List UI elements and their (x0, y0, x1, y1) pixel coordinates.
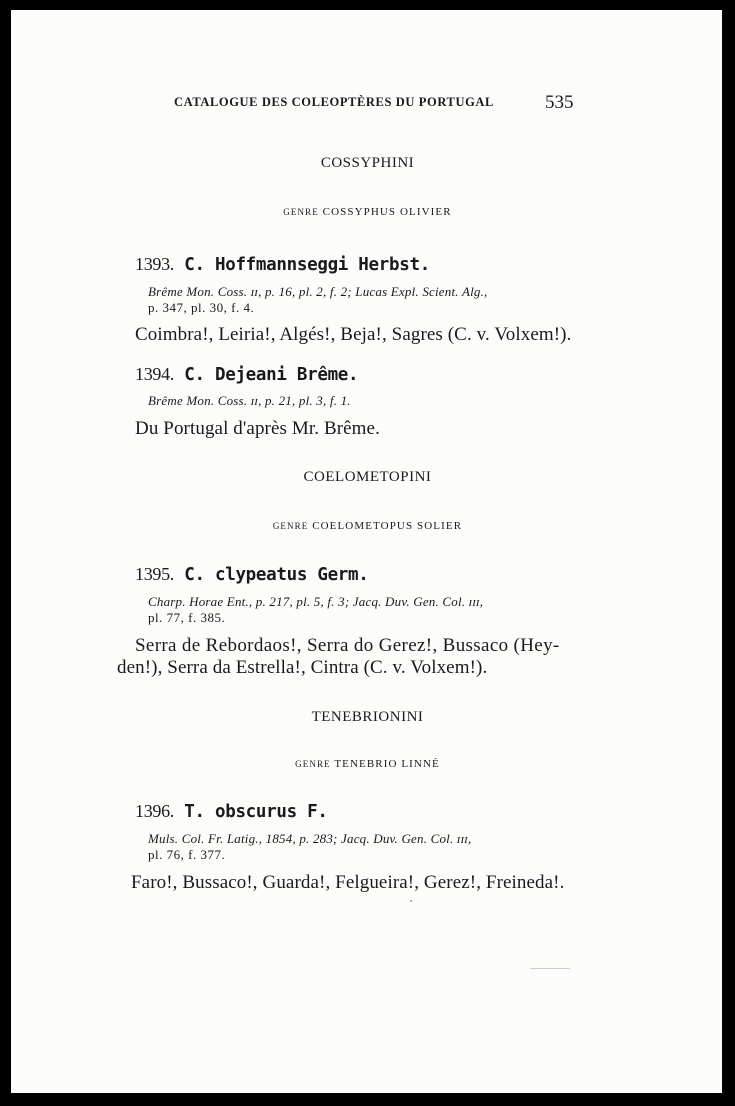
entry-reference-line: Brême Mon. Coss. ɪɪ, p. 21, pl. 3, f. 1. (148, 393, 351, 408)
scan-speck (410, 900, 412, 902)
entry-number: 1395. (135, 564, 175, 584)
entry-reference-line: p. 347, pl. 30, f. 4. (148, 300, 255, 315)
running-title: CATALOGUE DES COLEOPTÈRES DU PORTUGAL (174, 95, 494, 109)
tribe-heading-cossyphini: COSSYPHINI (320, 155, 415, 171)
genus-name: TENEBRIO LINNÉ (334, 758, 440, 770)
entry-title-1395 (135, 564, 369, 585)
genus-heading-coelometopus (0, 520, 735, 532)
genus-label: GENRE (272, 521, 309, 531)
entry-reference-line: pl. 77, f. 385. (148, 610, 226, 625)
entry-reference-line: Muls. Col. Fr. Latig., 1854, p. 283; Jacq. Duv. Gen. Col. ɪɪɪ, (148, 831, 472, 846)
entry-title-1394 (135, 364, 358, 385)
genus-name: COSSYPHUS OLIVIER (322, 206, 452, 218)
entry-localities: Faro!, Bussaco!, Guarda!, Felgueira!, Gerez!, Freineda!. (131, 872, 565, 893)
entry-name: T. obscurus F. (184, 802, 328, 822)
entry-reference-line: Brême Mon. Coss. ɪɪ, p. 16, pl. 2, f. 2; Lucas Expl. Scient. Alg., (148, 284, 488, 299)
genus-heading-cossyphus (0, 206, 735, 218)
entry-name: C. Hoffmannseggi Herbst. (184, 255, 430, 275)
genus-heading-tenebrio (0, 758, 735, 770)
genus-label: GENRE (295, 759, 331, 769)
scan-speck (530, 968, 570, 969)
entry-number: 1393. (135, 254, 175, 274)
tribe-heading-tenebrionini: TENEBRIONINI (311, 709, 424, 725)
entry-number: 1396. (135, 801, 175, 821)
genus-name: COELOMETOPUS SOLIER (312, 520, 463, 532)
entry-localities: Coimbra!, Leiria!, Algés!, Beja!, Sagres (C. v. Volxem!). (135, 324, 572, 345)
entry-localities: Du Portugal d'après Mr. Brême. (135, 418, 380, 439)
entry-reference-line: pl. 76, f. 377. (148, 847, 226, 862)
entry-number: 1394. (135, 364, 175, 384)
entry-name: C. Dejeani Brême. (184, 365, 359, 385)
tribe-heading-coelometopini: COELOMETOPINI (303, 469, 432, 485)
entry-localities: Serra de Rebordaos!, Serra do Gerez!, Bussaco (Hey- (135, 635, 560, 656)
entry-title-1396 (135, 801, 328, 822)
genus-label: GENRE (283, 207, 319, 217)
entry-title-1393 (135, 254, 430, 275)
page-number: 535 (545, 92, 574, 113)
entry-reference-line: Charp. Horae Ent., p. 217, pl. 5, f. 3; Jacq. Duv. Gen. Col. ɪɪɪ, (148, 594, 484, 609)
entry-name: C. clypeatus Germ. (184, 565, 369, 585)
entry-localities: den!), Serra da Estrella!, Cintra (C. v. Volxem!). (117, 657, 488, 678)
